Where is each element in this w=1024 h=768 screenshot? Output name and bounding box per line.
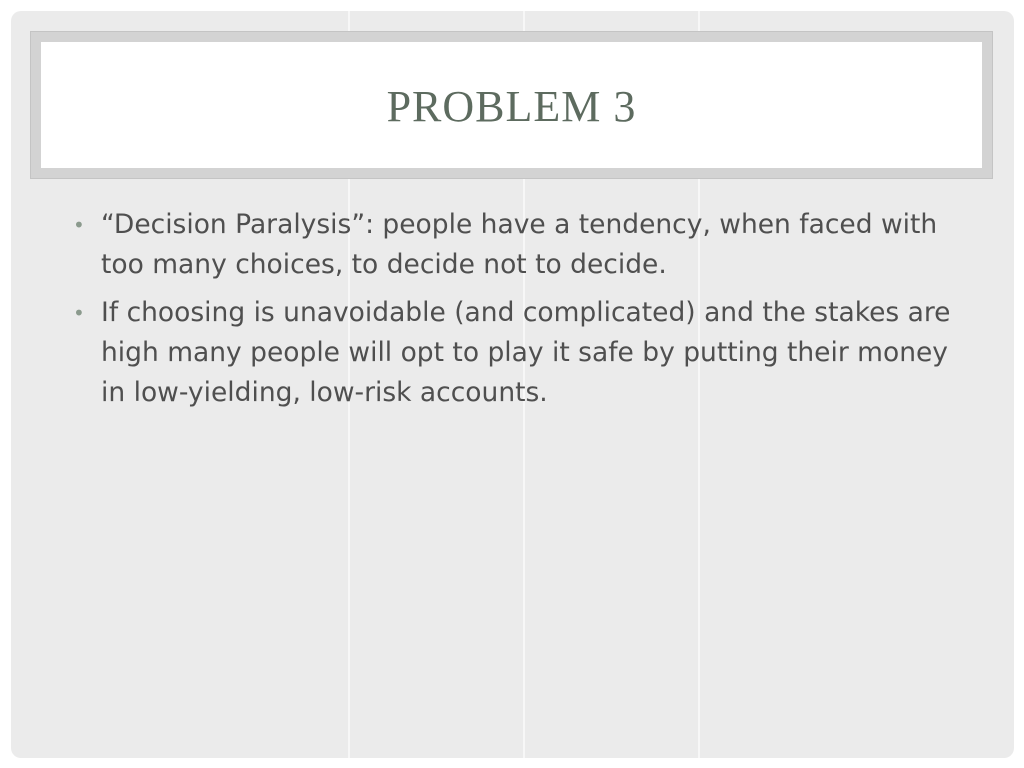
title-box [41, 42, 982, 168]
slide-title: PROBLEM 3 [386, 81, 637, 131]
bullet-item [73, 293, 953, 413]
bullet-list [73, 205, 953, 421]
bullet-item [73, 205, 953, 285]
bullet-text: “Decision Paralysis”: people have a tendency, when faced with too many choices, to decide not to decide. [101, 209, 938, 280]
slide [11, 11, 1014, 758]
bullet-dot-icon: • [73, 301, 85, 325]
bullet-text: If choosing is unavoidable (and complicated) and the stakes are high many people will opt to play it safe by putting their money in low-yielding, low-risk accounts. [101, 297, 951, 408]
title-frame [30, 31, 993, 179]
bullet-dot-icon: • [73, 213, 85, 237]
